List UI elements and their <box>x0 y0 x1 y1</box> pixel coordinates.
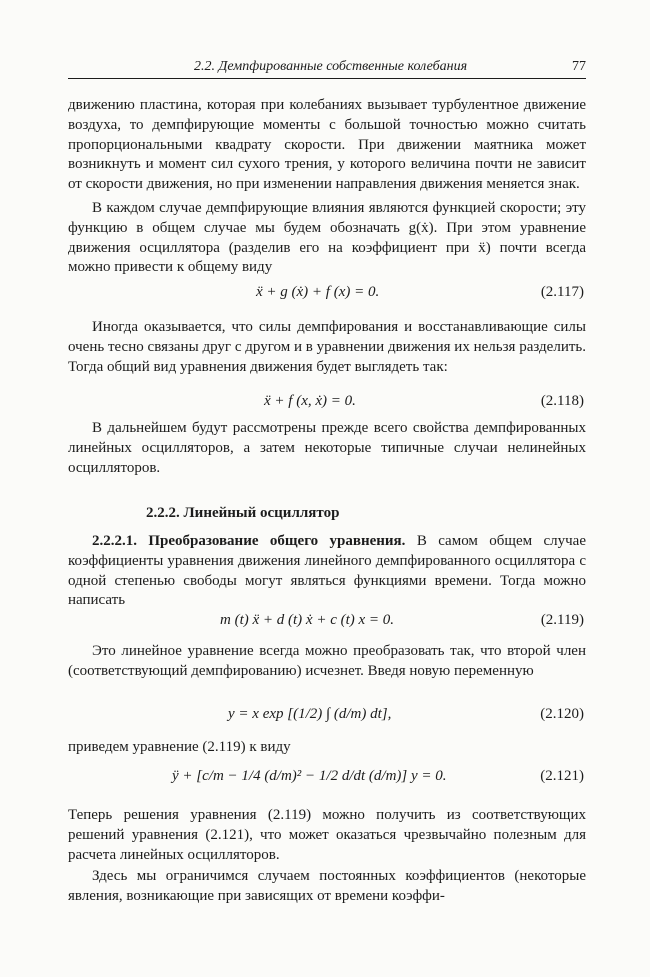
paragraph-8: Теперь решения уравнения (2.119) можно получить из соответствующих решений уравнения (2.121), что может оказаться чрезвычайно полезным для расчета линейных осцилляторов. <box>68 807 586 863</box>
equation-number: (2.118) <box>540 393 584 409</box>
equation-formula: m (t) ẍ + d (t) ẋ + c (t) x = 0. <box>220 612 395 628</box>
running-title: 2.2. Демпфированные собственные колебания <box>194 59 468 74</box>
equation-number: (2.117) <box>540 284 584 300</box>
page-number: 77 <box>572 59 586 74</box>
paragraph-4: В дальнейшем будут рассмотрены прежде всего свойства демпфированных линейных осцилляторов, а затем некоторые типичные случаи нелинейных осцилляторов. <box>68 420 586 476</box>
paragraph-7: приведем уравнение (2.119) к виду <box>68 739 291 755</box>
paragraph-5 <box>68 532 586 611</box>
running-header <box>68 56 586 79</box>
equation-2-117 <box>68 284 586 308</box>
equation-number: (2.121) <box>540 768 584 784</box>
paragraph-5-body: В самом общем случае коэффициенты уравнения движения линейного демпфированного осциллятора с одной степенью свободы могут являться функциями времени. Тогда можно написать <box>68 533 586 609</box>
equation-formula: ẍ + f (x, ẋ) = 0. <box>264 393 356 409</box>
paragraph-3: Иногда оказывается, что силы демпфирования и восстанавливающие силы очень тесно связаны друг с другом и в уравнении движения их нельзя разделить. Тогда общий вид уравнения движения будет выглядеть так: <box>68 319 586 375</box>
equation-2-118 <box>68 393 586 417</box>
subsection-heading: 2.2.2.1. Преобразование общего уравнения. <box>92 533 406 549</box>
paragraph-2: В каждом случае демпфирующие влияния являются функцией скорости; эту функцию в общем случае мы будем обозначать g(ẋ). При этом уравнение движения осциллятора (разделив его на коэффициент при ẍ) почти всегда можно привести к общему виду <box>68 200 586 276</box>
equation-formula: y = x exp [(1/2) ∫ (d/m) dt], <box>228 706 392 722</box>
paragraph-1: движению пластина, которая при колебаниях вызывает турбулентное движение воздуха, то демпфирующие моменты с большой точностью можно считать пропорциональными квадрату скорости. При движении маятника может возникнуть и момент сил сухого трения, у которого величина почти не зависит от скорости движения, но при изменении направления движения меняется знак. <box>68 97 586 193</box>
equation-2-121 <box>68 768 586 792</box>
equation-number: (2.120) <box>540 706 584 722</box>
paragraph-6: Это линейное уравнение всегда можно преобразовать так, что второй член (соответствующий демпфированию) исчезнет. Введя новую переменную <box>68 643 586 679</box>
equation-formula: ẍ + g (ẋ) + f (x) = 0. <box>256 284 380 300</box>
paragraph-9: Здесь мы ограничимся случаем постоянных коэффициентов (некоторые явления, возникающие при зависящих от времени коэффи- <box>68 868 586 904</box>
equation-2-119 <box>68 612 586 636</box>
equation-number: (2.119) <box>540 612 584 628</box>
equation-2-120 <box>68 706 586 730</box>
section-heading: 2.2.2. Линейный осциллятор <box>146 505 340 521</box>
equation-formula: ÿ + [c/m − 1/4 (d/m)² − 1/2 d/dt (d/m)] y = 0. <box>172 768 447 784</box>
